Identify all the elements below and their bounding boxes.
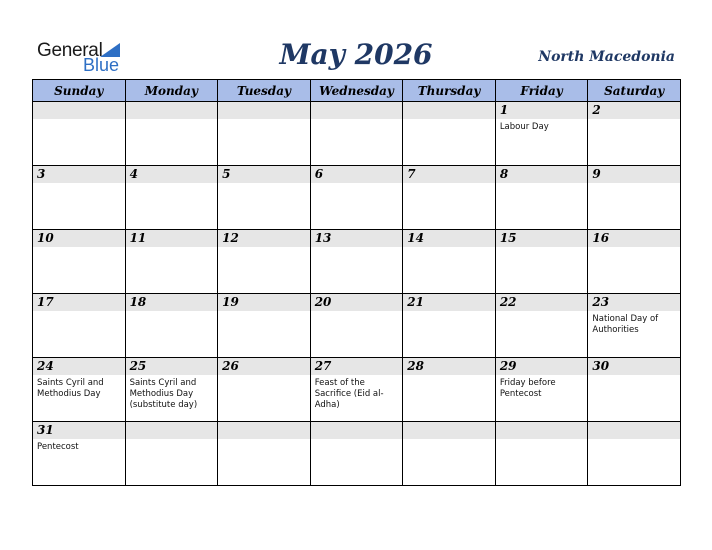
day-number: [496, 422, 588, 439]
logo-word-blue: Blue: [83, 55, 120, 75]
day-number: 5: [218, 166, 310, 183]
holiday-label: [311, 183, 403, 186]
weekday-header: Monday: [125, 80, 218, 102]
day-number: 28: [403, 358, 495, 375]
day-number: [126, 422, 218, 439]
weekday-header: Thursday: [403, 80, 496, 102]
day-cell: [33, 166, 126, 230]
day-number: [588, 422, 680, 439]
day-cell: [310, 166, 403, 230]
day-cell: [403, 422, 496, 486]
day-cell: [310, 294, 403, 358]
day-number: [311, 422, 403, 439]
day-number: 25: [126, 358, 218, 375]
holiday-label: [33, 119, 125, 122]
day-cell: [403, 102, 496, 166]
holiday-label: [218, 247, 310, 250]
holiday-label: [218, 375, 310, 378]
holiday-label: [218, 183, 310, 186]
day-cell: [33, 102, 126, 166]
day-number: 21: [403, 294, 495, 311]
day-number: 14: [403, 230, 495, 247]
week-row: [33, 230, 681, 294]
day-cell: [33, 294, 126, 358]
weekday-header-row: [33, 80, 681, 102]
holiday-label: [126, 119, 218, 122]
day-cell: [218, 422, 311, 486]
holiday-label: [126, 439, 218, 442]
holiday-label: [218, 311, 310, 314]
day-cell: [33, 358, 126, 422]
day-cell: [33, 422, 126, 486]
holiday-label: [403, 119, 495, 122]
holiday-label: [588, 183, 680, 186]
holiday-label: [126, 247, 218, 250]
day-number: 10: [33, 230, 125, 247]
holiday-label: Pentecost: [37, 442, 79, 452]
day-number: 11: [126, 230, 218, 247]
holiday-label: [126, 311, 218, 314]
day-cell: [495, 294, 588, 358]
day-cell: [125, 294, 218, 358]
day-cell: [125, 166, 218, 230]
day-cell: [588, 422, 681, 486]
holiday-label: [311, 247, 403, 250]
day-cell: [125, 230, 218, 294]
day-number: [218, 422, 310, 439]
holiday-label: [33, 311, 125, 314]
holiday-label: Friday before Pentecost: [499, 378, 556, 399]
holiday-label: [496, 439, 588, 442]
day-number: 12: [218, 230, 310, 247]
holiday-label: [126, 183, 218, 186]
day-cell: [588, 358, 681, 422]
holiday-label: [403, 311, 495, 314]
holiday-label: [218, 439, 310, 442]
day-cell: [310, 422, 403, 486]
holiday-label: [33, 183, 125, 186]
day-cell: [218, 166, 311, 230]
day-number: 30: [588, 358, 680, 375]
calendar-title: May 2026: [279, 38, 433, 71]
weekday-header: Tuesday: [218, 80, 311, 102]
day-cell: [310, 230, 403, 294]
day-cell: [495, 102, 588, 166]
day-number: 27: [311, 358, 403, 375]
day-cell: [588, 230, 681, 294]
day-cell: [588, 102, 681, 166]
day-cell: [495, 166, 588, 230]
weekday-header: Saturday: [588, 80, 681, 102]
day-number: [403, 422, 495, 439]
day-number: [33, 102, 125, 119]
day-cell: [33, 230, 126, 294]
holiday-label: National Day of Authorities: [592, 314, 659, 335]
week-row: [33, 422, 681, 486]
day-cell: [125, 358, 218, 422]
day-number: 19: [218, 294, 310, 311]
weekday-header: Friday: [495, 80, 588, 102]
day-number: 16: [588, 230, 680, 247]
day-number: 22: [496, 294, 588, 311]
day-number: 9: [588, 166, 680, 183]
day-number: 24: [33, 358, 125, 375]
day-cell: [495, 422, 588, 486]
day-cell: [310, 102, 403, 166]
holiday-label: [33, 247, 125, 250]
day-number: 31: [33, 422, 125, 439]
weekday-header: Wednesday: [310, 80, 403, 102]
day-cell: [218, 294, 311, 358]
day-cell: [588, 294, 681, 358]
week-row: [33, 166, 681, 230]
week-row: [33, 294, 681, 358]
holiday-label: [496, 247, 588, 250]
holiday-label: [403, 439, 495, 442]
day-cell: [495, 230, 588, 294]
logo-word-general: General: [37, 40, 103, 61]
holiday-label: [588, 119, 680, 122]
day-cell: [403, 358, 496, 422]
day-number: 26: [218, 358, 310, 375]
day-cell: [495, 358, 588, 422]
holiday-label: [403, 183, 495, 186]
day-number: 23: [588, 294, 680, 311]
holiday-label: [311, 119, 403, 122]
day-number: 13: [311, 230, 403, 247]
holiday-label: [588, 375, 680, 378]
day-number: 2: [588, 102, 680, 119]
week-row: [33, 358, 681, 422]
day-cell: [218, 358, 311, 422]
day-cell: [403, 230, 496, 294]
day-number: 20: [311, 294, 403, 311]
weekday-header: Sunday: [33, 80, 126, 102]
day-number: 17: [33, 294, 125, 311]
day-number: 4: [126, 166, 218, 183]
day-cell: [218, 102, 311, 166]
holiday-label: [218, 119, 310, 122]
day-number: 18: [126, 294, 218, 311]
day-cell: [310, 358, 403, 422]
holiday-label: Saints Cyril and Methodius Day: [37, 378, 104, 399]
holiday-label: [311, 439, 403, 442]
day-cell: [403, 166, 496, 230]
holiday-label: Labour Day: [499, 122, 549, 132]
country-name: North Macedonia: [538, 49, 675, 65]
holiday-label: [403, 375, 495, 378]
day-number: [311, 102, 403, 119]
day-number: [126, 102, 218, 119]
holiday-label: [588, 439, 680, 442]
day-number: [403, 102, 495, 119]
week-row: [33, 102, 681, 166]
day-cell: [125, 102, 218, 166]
day-number: 8: [496, 166, 588, 183]
holiday-label: Saints Cyril and Methodius Day (substitute day): [129, 378, 198, 410]
holiday-label: [496, 311, 588, 314]
day-number: 6: [311, 166, 403, 183]
day-number: 7: [403, 166, 495, 183]
holiday-label: [403, 247, 495, 250]
holiday-label: Feast of the Sacrifice (Eid al-Adha): [314, 378, 384, 410]
day-number: 3: [33, 166, 125, 183]
day-cell: [125, 422, 218, 486]
day-number: 29: [496, 358, 588, 375]
holiday-label: [496, 183, 588, 186]
day-number: 1: [496, 102, 588, 119]
day-cell: [403, 294, 496, 358]
day-cell: [588, 166, 681, 230]
holiday-label: [311, 311, 403, 314]
holiday-label: [588, 247, 680, 250]
day-number: [218, 102, 310, 119]
day-cell: [218, 230, 311, 294]
day-number: 15: [496, 230, 588, 247]
calendar-grid: [32, 79, 681, 486]
